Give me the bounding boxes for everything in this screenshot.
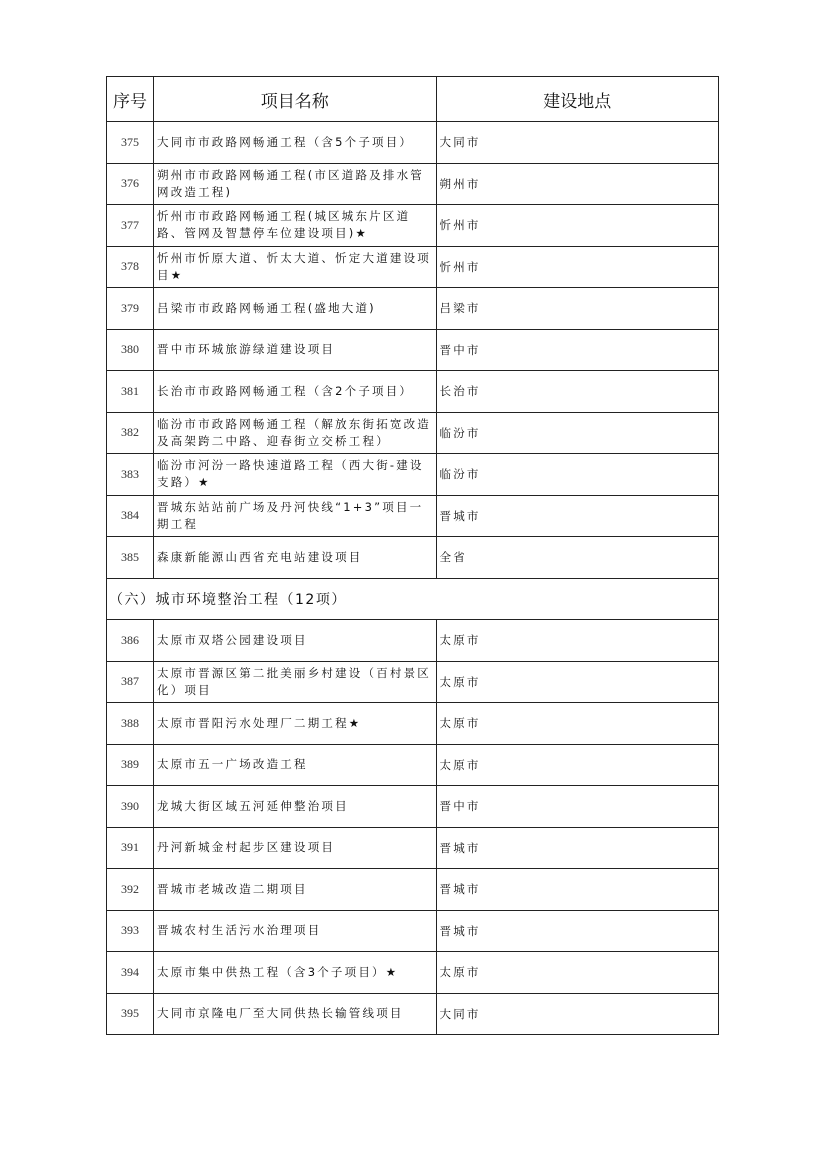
row-location: 忻州市 <box>436 246 719 288</box>
row-no: 389 <box>107 744 154 786</box>
row-no: 395 <box>107 993 154 1035</box>
row-location: 晋城市 <box>436 827 719 869</box>
row-name: 大同市京隆电厂至大同供热长输管线项目 <box>154 993 437 1035</box>
header-no: 序号 <box>107 77 154 122</box>
row-location: 长治市 <box>436 371 719 413</box>
row-location: 临汾市 <box>436 412 719 454</box>
row-name: 忻州市忻原大道、忻太大道、忻定大道建设项目★ <box>154 246 437 288</box>
row-name: 晋城市老城改造二期项目 <box>154 869 437 911</box>
row-location: 全省 <box>436 537 719 579</box>
row-location: 晋城市 <box>436 869 719 911</box>
row-location: 晋城市 <box>436 495 719 537</box>
row-name: 朔州市市政路网畅通工程(市区道路及排水管网改造工程) <box>154 163 437 205</box>
row-no: 393 <box>107 910 154 952</box>
header-location: 建设地点 <box>436 77 719 122</box>
row-name: 吕梁市市政路网畅通工程(盛地大道) <box>154 288 437 330</box>
table-row <box>107 122 719 164</box>
row-name: 临汾市市政路网畅通工程（解放东街拓宽改造及高架跨二中路、迎春街立交桥工程） <box>154 412 437 454</box>
table-row <box>107 910 719 952</box>
row-location: 太原市 <box>436 744 719 786</box>
row-no: 378 <box>107 246 154 288</box>
row-location: 太原市 <box>436 703 719 745</box>
table-row <box>107 454 719 496</box>
row-location: 太原市 <box>436 620 719 662</box>
row-name: 太原市集中供热工程（含3个子项目）★ <box>154 952 437 994</box>
row-no: 380 <box>107 329 154 371</box>
header-name: 项目名称 <box>154 77 437 122</box>
row-location: 临汾市 <box>436 454 719 496</box>
row-name: 太原市晋源区第二批美丽乡村建设（百村景区化）项目 <box>154 661 437 703</box>
project-table <box>106 76 719 1035</box>
row-location: 晋城市 <box>436 910 719 952</box>
table-row <box>107 246 719 288</box>
row-no: 382 <box>107 412 154 454</box>
row-name: 丹河新城金村起步区建设项目 <box>154 827 437 869</box>
table-row <box>107 620 719 662</box>
table-row <box>107 537 719 579</box>
table-row <box>107 993 719 1035</box>
row-location: 晋中市 <box>436 329 719 371</box>
row-location: 太原市 <box>436 661 719 703</box>
table-row <box>107 952 719 994</box>
table-row <box>107 412 719 454</box>
row-name: 临汾市河汾一路快速道路工程（西大街-建设支路）★ <box>154 454 437 496</box>
table-row <box>107 163 719 205</box>
row-name: 长治市市政路网畅通工程（含2个子项目） <box>154 371 437 413</box>
table-row <box>107 827 719 869</box>
row-no: 394 <box>107 952 154 994</box>
row-name: 龙城大街区域五河延伸整治项目 <box>154 786 437 828</box>
row-no: 379 <box>107 288 154 330</box>
table-row <box>107 205 719 247</box>
table-row <box>107 371 719 413</box>
row-no: 386 <box>107 620 154 662</box>
row-no: 390 <box>107 786 154 828</box>
row-location: 大同市 <box>436 122 719 164</box>
row-no: 391 <box>107 827 154 869</box>
row-no: 377 <box>107 205 154 247</box>
row-no: 387 <box>107 661 154 703</box>
table-row <box>107 703 719 745</box>
row-no: 381 <box>107 371 154 413</box>
row-location: 太原市 <box>436 952 719 994</box>
table-row <box>107 869 719 911</box>
row-no: 392 <box>107 869 154 911</box>
row-location: 吕梁市 <box>436 288 719 330</box>
table-row <box>107 786 719 828</box>
table-row <box>107 661 719 703</box>
section-title: （六）城市环境整治工程（12项） <box>107 578 719 620</box>
row-name: 森康新能源山西省充电站建设项目 <box>154 537 437 579</box>
table-header-row <box>107 77 719 122</box>
table-row <box>107 495 719 537</box>
row-no: 383 <box>107 454 154 496</box>
table-row <box>107 288 719 330</box>
row-no: 375 <box>107 122 154 164</box>
row-location: 朔州市 <box>436 163 719 205</box>
row-location: 晋中市 <box>436 786 719 828</box>
row-name: 太原市晋阳污水处理厂二期工程★ <box>154 703 437 745</box>
row-name: 太原市双塔公园建设项目 <box>154 620 437 662</box>
table-row <box>107 329 719 371</box>
table-row <box>107 744 719 786</box>
row-name: 晋中市环城旅游绿道建设项目 <box>154 329 437 371</box>
row-no: 384 <box>107 495 154 537</box>
row-name: 晋城东站站前广场及丹河快线“1+3”项目一期工程 <box>154 495 437 537</box>
row-name: 太原市五一广场改造工程 <box>154 744 437 786</box>
row-name: 晋城农村生活污水治理项目 <box>154 910 437 952</box>
row-no: 385 <box>107 537 154 579</box>
row-name: 大同市市政路网畅通工程（含5个子项目） <box>154 122 437 164</box>
section-header-row <box>107 578 719 620</box>
row-location: 忻州市 <box>436 205 719 247</box>
row-no: 376 <box>107 163 154 205</box>
row-location: 大同市 <box>436 993 719 1035</box>
row-name: 忻州市市政路网畅通工程(城区城东片区道路、管网及智慧停车位建设项目)★ <box>154 205 437 247</box>
row-no: 388 <box>107 703 154 745</box>
